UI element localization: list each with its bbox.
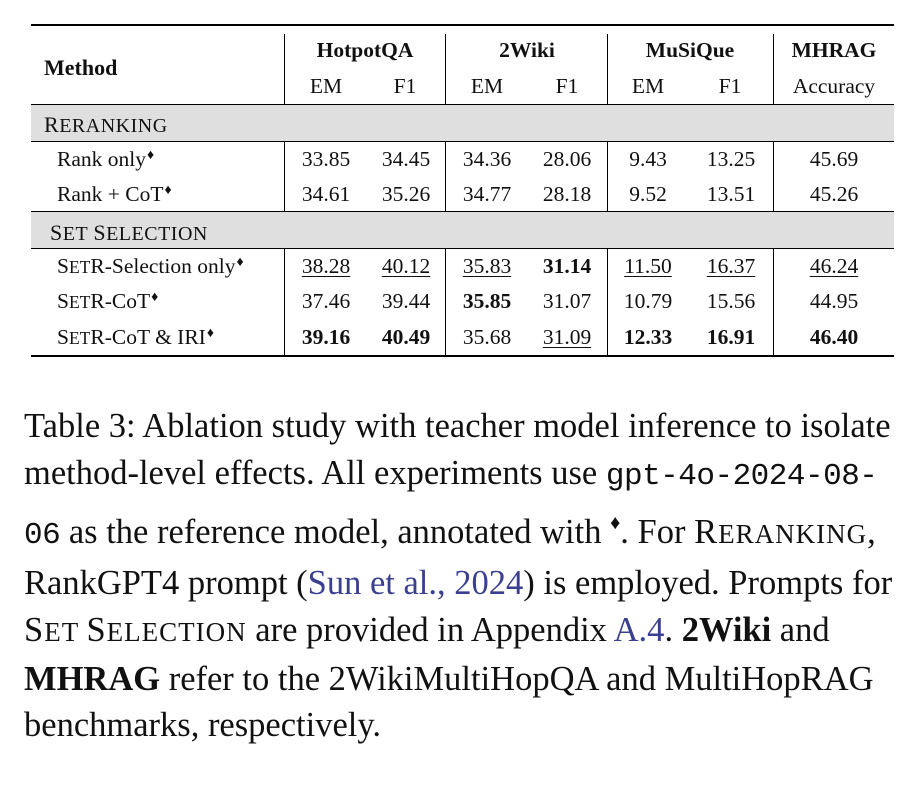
metric-hotpot-f1: F1 bbox=[393, 74, 417, 98]
table-cell: 40.49 bbox=[381, 325, 431, 349]
section-title-set-selection: SET SELECTION bbox=[50, 220, 208, 245]
row-label: SETR-Selection only♦ bbox=[57, 254, 244, 278]
table-cell: 39.44 bbox=[381, 289, 431, 313]
reference-model-diamond-icon: ♦ bbox=[151, 290, 159, 305]
table-cell: 13.25 bbox=[706, 147, 756, 171]
dataset-header-hotpotqa: HotpotQA bbox=[316, 38, 414, 62]
row-label: Rank + CoT♦ bbox=[57, 182, 172, 206]
reference-model-diamond-icon: ♦ bbox=[206, 326, 215, 341]
table-cell: 38.28 bbox=[301, 254, 351, 278]
table-cell: 31.09 bbox=[542, 325, 592, 349]
table-cell: 9.43 bbox=[629, 147, 667, 171]
table-cell: 9.52 bbox=[629, 182, 667, 206]
set-selection-term: SET SELECTION bbox=[24, 610, 247, 649]
dataset-header-mhrag: MHRAG bbox=[791, 38, 877, 62]
set-selection-band-rule bbox=[31, 248, 894, 249]
reranking-term: RERANKING bbox=[694, 513, 868, 552]
table-cell: 34.36 bbox=[462, 147, 512, 171]
table-cell: 34.61 bbox=[301, 182, 351, 206]
table-cell: 16.91 bbox=[706, 325, 756, 349]
vline-method-b1 bbox=[284, 142, 285, 211]
model-name: gpt-4o-2024-08-06 bbox=[24, 458, 878, 554]
table-caption: Table 3: Ablation study with teacher model inference to isolate method-level effects. All experiments use gpt-4o-2024-08-06 as the reference model, annotated with ♦. For RERANKING, RankGPT4 prompt (Sun et al., 2024) is employed. Prompts for SET SELECTION are provided in Appendix A.4. 2Wiki and MHRAG refer to the 2WikiMultiHopQA and MultiHopRAG benchmarks, respectively. bbox=[24, 407, 893, 745]
table-cell: 10.79 bbox=[623, 289, 673, 313]
table-cell: 39.16 bbox=[301, 325, 351, 349]
reranking-band-rule bbox=[31, 141, 894, 142]
table-cell: 28.18 bbox=[542, 182, 592, 206]
table-cell: 45.69 bbox=[809, 147, 859, 171]
citation-link[interactable]: Sun et al., 2024 bbox=[307, 564, 524, 603]
table-cell: 46.24 bbox=[809, 254, 859, 278]
table-cell: 35.83 bbox=[462, 254, 512, 278]
top-rule bbox=[31, 24, 894, 26]
table-cell: 35.68 bbox=[462, 325, 512, 349]
reference-model-diamond-icon: ♦ bbox=[236, 255, 244, 270]
row-label: SETR-CoT♦ bbox=[57, 289, 159, 313]
metric-musique-em: EM bbox=[631, 74, 665, 98]
table-cell: 34.77 bbox=[462, 182, 512, 206]
row-label: Rank only♦ bbox=[57, 147, 155, 171]
table-cell: 46.40 bbox=[809, 325, 859, 349]
method-header: Method bbox=[44, 55, 118, 80]
bold-mhrag: MHRAG bbox=[24, 659, 161, 698]
vline-method-b2 bbox=[284, 249, 285, 355]
metric-mhrag-accuracy: Accuracy bbox=[792, 74, 876, 98]
table-cell: 33.85 bbox=[301, 147, 351, 171]
table-cell: 28.06 bbox=[542, 147, 592, 171]
table-cell: 35.85 bbox=[462, 289, 512, 313]
table-cell: 44.95 bbox=[809, 289, 859, 313]
table-cell: 34.45 bbox=[381, 147, 431, 171]
vline-musique bbox=[773, 34, 774, 105]
table-cell: 40.12 bbox=[381, 254, 431, 278]
vline-hotpot-b1 bbox=[445, 142, 446, 211]
vline-musique-b2 bbox=[773, 249, 774, 355]
vline-musique-b1 bbox=[773, 142, 774, 211]
table-cell: 31.07 bbox=[542, 289, 592, 313]
vline-method bbox=[284, 34, 285, 105]
table-cell: 35.26 bbox=[381, 182, 431, 206]
table-cell: 45.26 bbox=[809, 182, 859, 206]
dataset-header-musique: MuSiQue bbox=[645, 38, 735, 62]
section-title-reranking: RERANKING bbox=[44, 112, 168, 137]
metric-musique-f1: F1 bbox=[718, 74, 742, 98]
table-cell: 37.46 bbox=[301, 289, 351, 313]
table-cell: 31.14 bbox=[542, 254, 592, 278]
vline-2wiki-b1 bbox=[607, 142, 608, 211]
appendix-link[interactable]: A.4 bbox=[613, 610, 665, 649]
dataset-header-2wiki: 2Wiki bbox=[499, 38, 555, 62]
table-cell: 12.33 bbox=[623, 325, 673, 349]
metric-2wiki-em: EM bbox=[470, 74, 504, 98]
vline-hotpot-b2 bbox=[445, 249, 446, 355]
metric-2wiki-f1: F1 bbox=[555, 74, 579, 98]
reference-model-diamond-icon: ♦ bbox=[610, 512, 621, 535]
table-cell: 15.56 bbox=[706, 289, 756, 313]
bottom-rule bbox=[31, 355, 894, 357]
vline-hotpot bbox=[445, 34, 446, 105]
metric-hotpot-em: EM bbox=[309, 74, 343, 98]
reference-model-diamond-icon: ♦ bbox=[164, 183, 172, 198]
vline-2wiki-b2 bbox=[607, 249, 608, 355]
table-cell: 11.50 bbox=[624, 254, 672, 278]
table-cell: 13.51 bbox=[706, 182, 756, 206]
reference-model-diamond-icon: ♦ bbox=[146, 148, 155, 163]
table-cell: 16.37 bbox=[706, 254, 756, 278]
bold-2wiki: 2Wiki bbox=[681, 610, 772, 649]
row-label: SETR-CoT & IRI♦ bbox=[57, 325, 215, 349]
vline-2wiki bbox=[607, 34, 608, 105]
